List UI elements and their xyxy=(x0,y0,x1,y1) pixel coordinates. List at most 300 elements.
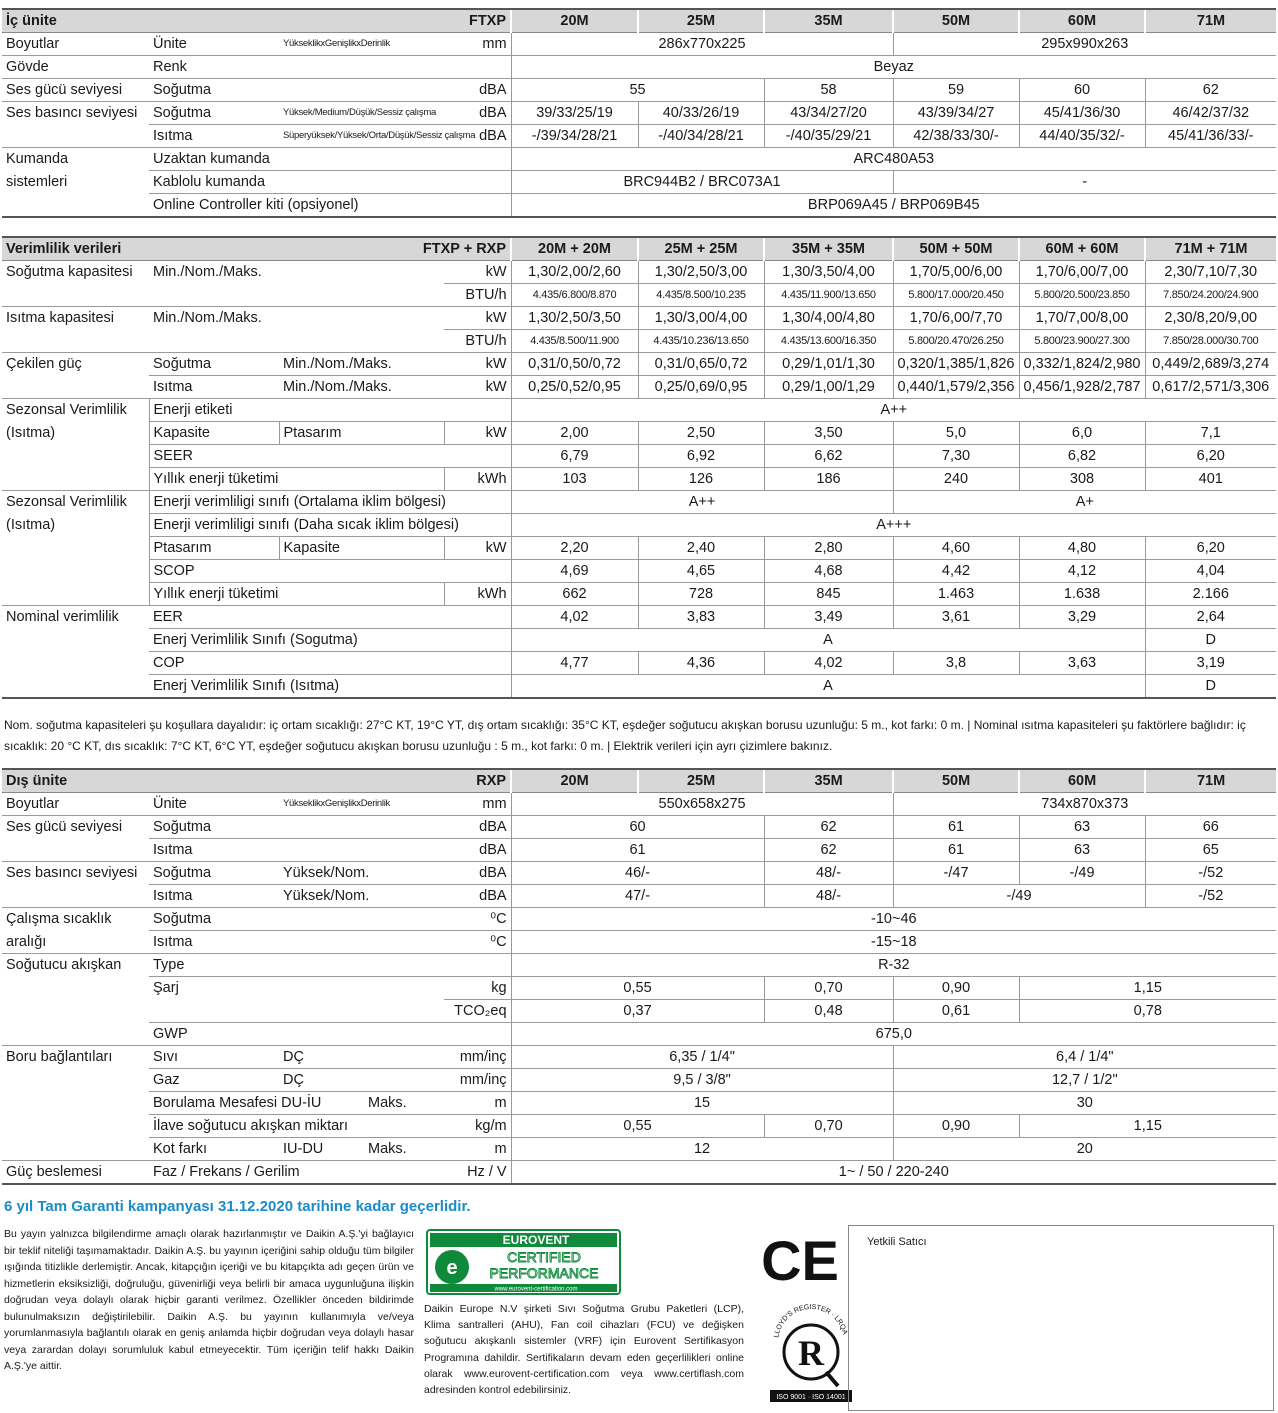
col-header: 71M xyxy=(1145,9,1276,33)
cell-value: 295x990x263 xyxy=(893,33,1276,56)
row-detail: YükseklikxGenişlikxDerinlik xyxy=(283,798,390,809)
cell-value: -15~18 xyxy=(511,931,1276,954)
cell-value: 2,30/8,20/9,00 xyxy=(1145,307,1276,330)
lrqa-ring-text: LLOYD'S REGISTER · LRQA xyxy=(773,1303,849,1339)
svg-text:e: e xyxy=(446,1257,458,1279)
table-row xyxy=(2,399,1276,422)
row-detail: Maks. xyxy=(364,1092,444,1115)
cell-value: 30 xyxy=(893,1092,1276,1115)
cell-value: 46/42/37/32 xyxy=(1145,102,1276,125)
cell-value: A+++ xyxy=(511,514,1276,537)
cell-value: 728 xyxy=(638,583,764,606)
table-row xyxy=(2,629,1276,652)
cell-value: 7,1 xyxy=(1145,422,1276,445)
cell-value: -/40/35/29/21 xyxy=(764,125,893,148)
cell-value: 48/- xyxy=(764,885,893,908)
row-label: Boru bağlantıları xyxy=(2,1046,149,1069)
eurovent-url: www.eurovent-certification.com xyxy=(494,1286,578,1293)
cell-value: -/52 xyxy=(1145,862,1276,885)
cell-value: 1,30/3,00/4,00 xyxy=(638,307,764,330)
row-sub: Sıvı xyxy=(149,1046,279,1069)
row-sub: Type xyxy=(149,954,511,977)
eurovent-performance: PERFORMANCE xyxy=(489,1265,599,1281)
cell-value: A+ xyxy=(893,491,1276,514)
cell-value: 3,63 xyxy=(1019,652,1145,675)
row-sub: Isıtma xyxy=(149,376,279,399)
row-detail: Ptasarım xyxy=(279,422,444,445)
cell-value: 20 xyxy=(893,1138,1276,1161)
row-sub: Gaz xyxy=(149,1069,279,1092)
col-header: 20M xyxy=(511,769,638,793)
cell-value: 0,70 xyxy=(764,1115,893,1138)
cell-value: 0,61 xyxy=(893,1000,1019,1023)
row-sub: Isıtma xyxy=(149,839,444,862)
cell-value: 0,90 xyxy=(893,1115,1019,1138)
cell-value: 4,68 xyxy=(764,560,893,583)
table-row xyxy=(2,148,1276,171)
row-sub: COP xyxy=(149,652,511,675)
cell-value: 3,61 xyxy=(893,606,1019,629)
cell-value: 6,20 xyxy=(1145,537,1276,560)
col-header: 25M xyxy=(638,9,764,33)
row-sub: Enerji etiketi xyxy=(149,399,511,422)
cell-value: 4.435/13.600/16.350 xyxy=(764,330,893,353)
table-row xyxy=(2,1023,1276,1046)
cell-value: 401 xyxy=(1145,468,1276,491)
section-title: İç ünite xyxy=(2,9,444,33)
eurovent-certified: CERTIFIED xyxy=(507,1249,581,1265)
cell-value: 7.850/24.200/24.900 xyxy=(1145,284,1276,307)
indoor-header xyxy=(2,9,1276,33)
row-sub: Ünite xyxy=(153,36,187,52)
col-header: 20M xyxy=(511,9,638,33)
cell-value: 45/41/36/33/- xyxy=(1145,125,1276,148)
cell-value: 61 xyxy=(511,839,764,862)
cell-value: 4.435/6.800/8.870 xyxy=(511,284,638,307)
cell-value: -/40/34/28/21 xyxy=(638,125,764,148)
table-row xyxy=(2,445,1276,468)
cell-value: 0,320/1,385/1,826 xyxy=(893,353,1019,376)
row-unit: dBA xyxy=(444,862,511,885)
table-row xyxy=(2,79,1276,102)
col-header: 50M + 50M xyxy=(893,237,1019,261)
table-row xyxy=(2,307,1276,330)
row-label: Ses basıncı seviyesi xyxy=(2,102,149,125)
row-unit: kW xyxy=(485,264,507,280)
cell-value: 1,30/4,00/4,80 xyxy=(764,307,893,330)
cell-value: 6,20 xyxy=(1145,445,1276,468)
row-label: Çekilen güç xyxy=(2,353,149,376)
table-row xyxy=(2,1092,1276,1115)
col-header: 25M + 25M xyxy=(638,237,764,261)
row-sub: Soğutma xyxy=(149,79,444,102)
cell-value: A++ xyxy=(511,491,893,514)
row-unit: kW xyxy=(444,537,511,560)
row-detail: Kapasite xyxy=(279,537,444,560)
row-sub: Soğutma xyxy=(149,908,444,931)
cell-value: A xyxy=(511,675,1145,699)
row-detail: Yüksek/Medium/Düşük/Sessiz çalışma xyxy=(279,102,444,125)
table-row xyxy=(2,56,1276,79)
row-unit: dBA xyxy=(444,885,511,908)
row-sub: Min./Nom./Maks. xyxy=(153,264,262,281)
cell-value: 0,449/2,689/3,274 xyxy=(1145,353,1276,376)
table-row xyxy=(2,862,1276,885)
row-unit: Hz / V xyxy=(444,1161,511,1185)
col-header: 71M + 71M xyxy=(1145,237,1276,261)
row-sub: Enerj Verimlilik Sınıfı (Isıtma) xyxy=(149,675,511,699)
row-sub: Isıtma xyxy=(149,931,444,954)
cell-value: 3,49 xyxy=(764,606,893,629)
cell-value: 1~ / 50 / 220-240 xyxy=(511,1161,1276,1185)
ce-mark-text: CE xyxy=(761,1229,839,1292)
table-row xyxy=(2,793,1276,816)
row-unit: mm/inç xyxy=(444,1046,511,1069)
cell-value: 2.166 xyxy=(1145,583,1276,606)
cell-value: 1,70/6,00/7,00 xyxy=(1019,261,1145,284)
table-row xyxy=(2,675,1276,699)
cell-value: 0,332/1,824/2,980 xyxy=(1019,353,1145,376)
cell-value: 43/34/27/20 xyxy=(764,102,893,125)
model-label: FTXP + RXP xyxy=(279,237,511,261)
row-detail: Min./Nom./Maks. xyxy=(279,376,444,399)
section-title: Dış ünite xyxy=(2,769,444,793)
row-unit: dBA xyxy=(444,816,511,839)
cell-value: 126 xyxy=(638,468,764,491)
table-row xyxy=(2,422,1276,445)
cell-value: 0,78 xyxy=(1019,1000,1276,1023)
table-row xyxy=(2,606,1276,629)
row-sub: Kot farkı xyxy=(149,1138,279,1161)
cell-value: 5.800/17.000/20.450 xyxy=(893,284,1019,307)
cell-value: 55 xyxy=(511,79,764,102)
cell-value: BRP069A45 / BRP069B45 xyxy=(511,194,1276,218)
cell-value: 4,77 xyxy=(511,652,638,675)
row-unit: mm/inç xyxy=(444,1069,511,1092)
ce-mark-icon xyxy=(760,1229,840,1292)
table-row xyxy=(2,977,1276,1000)
table-row xyxy=(2,1000,1276,1023)
cell-value: 1,30/2,00/2,60 xyxy=(511,261,638,284)
cell-value: 47/- xyxy=(511,885,764,908)
table-row xyxy=(2,560,1276,583)
row-sub: EER xyxy=(149,606,511,629)
cell-value: 60 xyxy=(511,816,764,839)
cell-value: 0,440/1,579/2,356 xyxy=(893,376,1019,399)
table-row xyxy=(2,284,1276,307)
row-label: Nominal verimlilik xyxy=(2,606,149,629)
table-row xyxy=(2,1115,1276,1138)
row-unit: kW xyxy=(444,307,511,330)
row-unit: kg/m xyxy=(444,1115,511,1138)
row-unit: dBA xyxy=(444,102,511,125)
cell-value: D xyxy=(1145,629,1276,652)
row-sub: Kablolu kumanda xyxy=(149,171,511,194)
cell-value: 9,5 / 3/8" xyxy=(511,1069,893,1092)
table-row xyxy=(2,194,1276,218)
model-label: RXP xyxy=(444,769,511,793)
row-sub: Şarj xyxy=(149,977,444,1000)
row-unit: ⁰C xyxy=(444,908,511,931)
cell-value: -/49 xyxy=(1019,862,1145,885)
cell-value: Beyaz xyxy=(511,56,1276,79)
cell-value: 6,79 xyxy=(511,445,638,468)
row-sub: Enerji verimliligi sınıfı (Ortalama iklim bölgesi) xyxy=(149,491,511,514)
cell-value: - xyxy=(893,171,1276,194)
cell-value: 240 xyxy=(893,468,1019,491)
cell-value: 4,02 xyxy=(511,606,638,629)
cell-value: 4,36 xyxy=(638,652,764,675)
row-sub: Min./Nom./Maks. xyxy=(149,307,444,330)
dealer-label: Yetkili Satıcı xyxy=(867,1236,927,1248)
row-detail: YükseklikxGenişlikxDerinlik xyxy=(283,38,390,49)
model-label: FTXP xyxy=(444,9,511,33)
table-row xyxy=(2,652,1276,675)
cell-value: 0,55 xyxy=(511,977,764,1000)
cell-value: 4,04 xyxy=(1145,560,1276,583)
cell-value: -/52 xyxy=(1145,885,1276,908)
cell-value: 286x770x225 xyxy=(511,33,893,56)
row-sub: Kapasite xyxy=(149,422,279,445)
row-sub: Borulama Mesafesi DU-İU xyxy=(149,1092,364,1115)
row-sub: Soğutma xyxy=(149,353,279,376)
cell-value: 6,92 xyxy=(638,445,764,468)
cell-value: 12 xyxy=(511,1138,893,1161)
cell-value: 7,30 xyxy=(893,445,1019,468)
row-sub: İlave soğutucu akışkan miktarı xyxy=(149,1115,444,1138)
table-row xyxy=(2,376,1276,399)
cell-value: 6,35 / 1/4" xyxy=(511,1046,893,1069)
row-sub: Soğutma xyxy=(149,862,279,885)
cell-value: A xyxy=(511,629,1145,652)
row-sub: Yıllık enerji tüketimi xyxy=(149,583,444,606)
row-unit: mm xyxy=(482,36,507,52)
cell-value: 43/39/34/27 xyxy=(893,102,1019,125)
table-row xyxy=(2,330,1276,353)
cell-value: 3,19 xyxy=(1145,652,1276,675)
row-unit: kW xyxy=(444,376,511,399)
table-row xyxy=(2,583,1276,606)
cell-value: 4.435/10.236/13.650 xyxy=(638,330,764,353)
row-label: (Isıtma) xyxy=(6,425,56,441)
cell-value: 2,30/7,10/7,30 xyxy=(1145,261,1276,284)
cell-value: 61 xyxy=(893,816,1019,839)
section-title: Verimlilik verileri xyxy=(2,237,279,261)
cell-value: 5.800/20.500/23.850 xyxy=(1019,284,1145,307)
row-sub: GWP xyxy=(149,1023,511,1046)
dealer-box xyxy=(848,1225,1274,1411)
row-unit: kg xyxy=(444,977,511,1000)
cell-value: 12,7 / 1/2" xyxy=(893,1069,1276,1092)
disclaimer: Bu yayın yalnızca bilgilendirme amaçlı olarak hazırlanmıştır ve Daikin A.Ş.'yi bağlayıcı bir teklif niteliği taşımamaktadır. Daikin A.Ş. bu yayının içeriğini sahip olduğu tüm bilgiler ışığında titizlikle derlemiştir. Ancak, kitapçığın içeriği ve bu kitapçıkta adı geçen ürün ve hizmetlerin eksiksizliği, doğruluğu, güvenirliği veya belirli bir amaca uygunluğuna ilişkin doğrudan veya dolaylı olarak hiçbir garanti verilmez. Özellikler önceden bildirimde bulunulmaksızın değiştirilebilir. Daikin A.Ş. bu yayının kullanımıyla ve/veya yorumlanmasıyla bağlantılı olarak en geniş anlamda hiçbir doğrudan veya dolaylı hasar veya zarardan dolayı sorumluluk kabul etmeyecektir. Tüm içeriğin telif hakkı Daikin A.Ş.'ye aittir. xyxy=(4,1228,414,1372)
cell-value: 4.435/11.900/13.650 xyxy=(764,284,893,307)
table-row xyxy=(2,125,1276,148)
row-sub: Enerj Verimlilik Sınıfı (Sogutma) xyxy=(149,629,511,652)
row-label: Çalışma sıcaklık xyxy=(2,908,149,931)
cell-value: 4,69 xyxy=(511,560,638,583)
cell-value: 550x658x275 xyxy=(511,793,893,816)
col-header: 71M xyxy=(1145,769,1276,793)
table-row xyxy=(2,514,1276,537)
col-header: 60M + 60M xyxy=(1019,237,1145,261)
table-row xyxy=(2,816,1276,839)
cell-value: 5.800/20.470/26.250 xyxy=(893,330,1019,353)
lrqa-letter: R xyxy=(798,1333,824,1373)
cell-value: 1,30/2,50/3,50 xyxy=(511,307,638,330)
cell-value: 2,50 xyxy=(638,422,764,445)
cell-value: 0,29/1,00/1,29 xyxy=(764,376,893,399)
footnote: Nom. soğutma kapasiteleri şu koşullara dayalıdır: iç ortam sıcaklığı: 27°C KT, 19°C YT, dış ortam sıcaklığı: 35°C KT, eşdeğer soğutucu akışkan borusu uzunluğu: 5 m., kot farkı: 0 m. | Nominal ısıtma kapasiteleri şu faktörlere bağlıdır: iç sıcaklık: 20 °C KT, dıs sıcaklık: 7°C KT, 6°C YT, eşdeğer soğutucu akışkan borusu uzunluğu : 5 m., kot farkı: 0 m. | Elektrik verileri için ayrı çizimlere bakınız. xyxy=(4,718,1246,753)
cell-value: 103 xyxy=(511,468,638,491)
cell-value: 6,82 xyxy=(1019,445,1145,468)
cell-value: 1,70/6,00/7,70 xyxy=(893,307,1019,330)
row-sub: Soğutma xyxy=(149,816,444,839)
cell-value: 40/33/26/19 xyxy=(638,102,764,125)
cell-value: 675,0 xyxy=(511,1023,1276,1046)
cell-value: 3,8 xyxy=(893,652,1019,675)
row-detail: DÇ xyxy=(279,1046,444,1069)
cell-value: 66 xyxy=(1145,816,1276,839)
cell-value: 61 xyxy=(893,839,1019,862)
cell-value: 46/- xyxy=(511,862,764,885)
row-unit: BTU/h xyxy=(444,330,511,353)
table-row xyxy=(2,885,1276,908)
cell-value: -/47 xyxy=(893,862,1019,885)
table-row xyxy=(2,102,1276,125)
cell-value: 4,42 xyxy=(893,560,1019,583)
row-label: (Isıtma) xyxy=(6,517,56,533)
row-label: Isıtma kapasitesi xyxy=(2,307,149,330)
table-row xyxy=(2,33,1276,56)
row-detail: Maks. xyxy=(364,1138,444,1161)
cell-value: 0,31/0,50/0,72 xyxy=(511,353,638,376)
row-unit: dBA xyxy=(444,839,511,862)
cell-value: 65 xyxy=(1145,839,1276,862)
cell-value: 1.638 xyxy=(1019,583,1145,606)
cell-value: 62 xyxy=(1145,79,1276,102)
row-unit: TCO₂eq xyxy=(444,1000,511,1023)
cell-value: 0,456/1,928/2,787 xyxy=(1019,376,1145,399)
cell-value: -/49 xyxy=(893,885,1145,908)
cell-value: 2,00 xyxy=(511,422,638,445)
row-sub: Yıllık enerji tüketimi xyxy=(149,468,444,491)
row-unit: BTU/h xyxy=(444,284,511,307)
cell-value: 42/38/33/30/- xyxy=(893,125,1019,148)
cell-value: R-32 xyxy=(511,954,1276,977)
row-unit: m xyxy=(444,1092,511,1115)
row-detail: DÇ xyxy=(279,1069,444,1092)
eurovent-title: EUROVENT xyxy=(502,1233,570,1247)
table-row xyxy=(2,1046,1276,1069)
cell-value: 60 xyxy=(1019,79,1145,102)
cell-value: 186 xyxy=(764,468,893,491)
table-row xyxy=(2,537,1276,560)
cell-value: 3,29 xyxy=(1019,606,1145,629)
row-unit: kWh xyxy=(444,583,511,606)
cell-value: 0,37 xyxy=(511,1000,764,1023)
cell-value: 2,64 xyxy=(1145,606,1276,629)
row-sub: Online Controller kiti (opsiyonel) xyxy=(149,194,511,218)
cell-value: 4,12 xyxy=(1019,560,1145,583)
row-unit: m xyxy=(444,1138,511,1161)
cell-value: A++ xyxy=(511,399,1276,422)
cell-value: D xyxy=(1145,675,1276,699)
row-sub: Faz / Frekans / Gerilim xyxy=(149,1161,444,1185)
row-sub: Ünite xyxy=(153,796,187,812)
cell-value: 4.435/8.500/10.235 xyxy=(638,284,764,307)
col-header: 35M xyxy=(764,769,893,793)
row-sub: Isıtma xyxy=(149,125,279,148)
cell-value: 5,0 xyxy=(893,422,1019,445)
cell-value: 4,80 xyxy=(1019,537,1145,560)
cell-value: 4.435/8.500/11.900 xyxy=(511,330,638,353)
table-row xyxy=(2,353,1276,376)
row-detail: Yüksek/Nom. xyxy=(279,885,444,908)
table-row xyxy=(2,1069,1276,1092)
efficiency-header xyxy=(2,237,1276,261)
cell-value: 6,4 / 1/4" xyxy=(893,1046,1276,1069)
table-row xyxy=(2,491,1276,514)
cell-value: 0,29/1,01/1,30 xyxy=(764,353,893,376)
cell-value: 1,30/3,50/4,00 xyxy=(764,261,893,284)
indoor-table xyxy=(2,8,1276,218)
row-label: Boyutlar xyxy=(6,36,60,52)
cell-value: -10~46 xyxy=(511,908,1276,931)
cell-value: 0,617/2,571/3,306 xyxy=(1145,376,1276,399)
efficiency-table xyxy=(2,236,1276,699)
table-row xyxy=(2,931,1276,954)
cell-value: 44/40/35/32/- xyxy=(1019,125,1145,148)
row-label: Gövde xyxy=(2,56,149,79)
cell-value: 734x870x373 xyxy=(893,793,1276,816)
cell-value: 59 xyxy=(893,79,1019,102)
cell-value: 308 xyxy=(1019,468,1145,491)
table-row xyxy=(2,839,1276,862)
row-label: aralığı xyxy=(6,933,47,950)
cell-value: 3,50 xyxy=(764,422,893,445)
cell-value: 1,15 xyxy=(1019,1115,1276,1138)
col-header: 60M xyxy=(1019,769,1145,793)
cell-value: 662 xyxy=(511,583,638,606)
cell-value: 3,83 xyxy=(638,606,764,629)
cell-value: 845 xyxy=(764,583,893,606)
table-row xyxy=(2,261,1276,284)
col-header: 50M xyxy=(893,9,1019,33)
lrqa-iso: ISO 9001 · ISO 14001 xyxy=(776,1394,846,1401)
row-label: Soğutucu akışkan xyxy=(2,954,149,977)
cell-value: 39/33/25/19 xyxy=(511,102,638,125)
table-row xyxy=(2,1138,1276,1161)
cell-value: 63 xyxy=(1019,839,1145,862)
cell-value: 1,70/7,00/8,00 xyxy=(1019,307,1145,330)
cell-value: 1,15 xyxy=(1019,977,1276,1000)
table-row xyxy=(2,468,1276,491)
cell-value: 5.800/23.900/27.300 xyxy=(1019,330,1145,353)
row-sub: Isıtma xyxy=(149,885,279,908)
cell-value: 63 xyxy=(1019,816,1145,839)
cell-value: 0,55 xyxy=(511,1115,764,1138)
col-header: 35M + 35M xyxy=(764,237,893,261)
eurovent-text: Daikin Europe N.V şirketi Sıvı Soğutma Grubu Paketleri (LCP), Klima santralleri (AHU), Fan coil cihazları (FCU) ve değişken soğutucu akışkanlı sistemler (VRF) için Eurovent Sertifikasyon Programına dahildir. Sertifikaların devam eden geçerlilikleri online olarak www.eurovent-certification.com veya www.certiflash.com adresinden kontrol edebilirsiniz. xyxy=(424,1303,744,1397)
cell-value: 0,25/0,69/0,95 xyxy=(638,376,764,399)
col-header: 20M + 20M xyxy=(511,237,638,261)
row-unit: kW xyxy=(444,422,511,445)
col-header: 25M xyxy=(638,769,764,793)
cell-value: 0,48 xyxy=(764,1000,893,1023)
row-label: Boyutlar xyxy=(6,796,60,812)
row-label: Ses gücü seviyesi xyxy=(2,79,149,102)
row-unit: ⁰C xyxy=(444,931,511,954)
